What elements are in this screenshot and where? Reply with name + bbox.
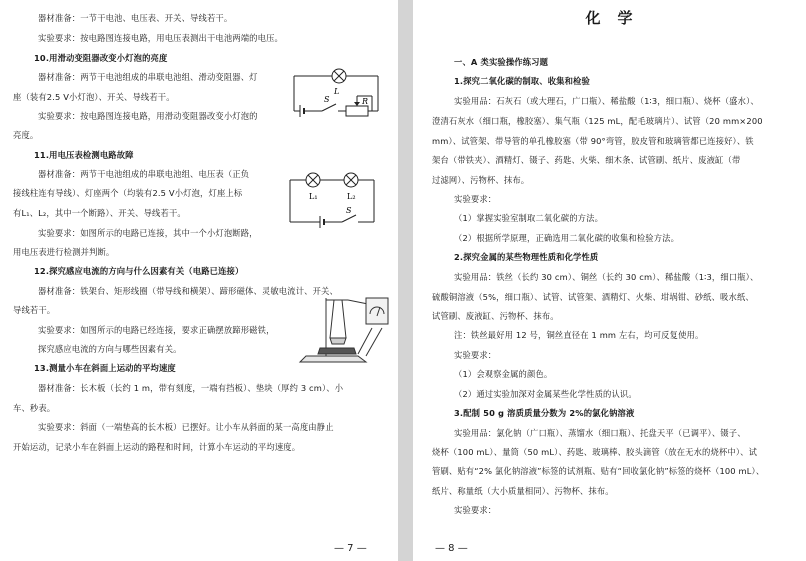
requirement-text: 实验要求：按电路图连接电路，用电压表测出干电池两端的电压。 xyxy=(38,33,283,43)
question-2-requirement: （2）通过实验加深对金属某些化学性质的认识。 xyxy=(454,389,637,399)
two-lamp-circuit-diagram xyxy=(284,170,380,232)
section-11-text: 有L₁、L₂，其中一个断路）、开关、导线若干。 xyxy=(13,208,186,218)
section-13-text: 器材准备：长木板（长约 1 m，带有刻度，一端有挡板）、垫块（厚约 3 cm）、小 xyxy=(38,383,344,393)
section-12-text: 导线若干。 xyxy=(13,305,56,315)
switch-label: S xyxy=(324,95,330,104)
question-1-text: 实验用品：石灰石（或大理石，广口瓶）、稀盐酸（1∶3，细口瓶）、烧杯（盛水）、 xyxy=(454,96,759,106)
section-12-text: 实验要求：如图所示的电路已经连接，要求正确摆放蹄形磁铁， xyxy=(38,325,275,335)
equipment-text: 器材准备：一节干电池、电压表、开关、导线若干。 xyxy=(38,13,233,23)
lamp-l2-label: L₂ xyxy=(347,192,356,201)
page-title: 化 学 xyxy=(585,9,634,27)
section-12-text: 探究感应电流的方向与哪些因素有关。 xyxy=(38,344,182,354)
section-13-title: 13.测量小车在斜面上运动的平均速度 xyxy=(34,363,176,373)
question-1-text: 过滤网）、污物杯、抹布。 xyxy=(432,175,530,185)
section-13-text: 实验要求：斜面（一端垫高的长木板）已摆好。让小车从斜面的某一高度由静止 xyxy=(38,422,334,432)
question-3-text: 管刷、贴有“2% 氯化钠溶液”标签的试剂瓶、贴有“回收氯化钠”标签的烧杯（100 mL）、 xyxy=(432,466,765,476)
question-2-requirement: 实验要求： xyxy=(454,350,497,360)
page-number: — 8 — xyxy=(435,543,468,554)
section-a-heading: 一、A 类实验操作练习题 xyxy=(454,57,549,67)
section-12-text: 器材准备：铁架台、矩形线圈（带导线和横架）、蹄形磁体、灵敏电流计、开关、 xyxy=(38,286,338,296)
lamp-l1-label: L₁ xyxy=(309,192,318,201)
induction-apparatus-illustration xyxy=(296,290,392,366)
question-1-title: 1.探究二氧化碳的制取、收集和检验 xyxy=(454,76,590,86)
section-11-text: 接线柱连有导线）、灯座两个（均装有2.5 V小灯泡，灯座上标 xyxy=(13,188,243,198)
rheostat-label: R xyxy=(362,97,369,106)
question-3-text: 纸片、称量纸（大小质量相同）、污物杯、抹布。 xyxy=(432,486,614,496)
page-number: — 7 — xyxy=(334,543,367,554)
section-11-title: 11.用电压表检测电路故障 xyxy=(34,150,134,160)
section-12-title: 12.探究感应电流的方向与什么因素有关（电路已连接） xyxy=(34,266,244,276)
section-13-text: 开始运动，记录小车在斜面上运动的路程和时间，计算小车运动的平均速度。 xyxy=(13,442,301,452)
question-1-requirement: （2）根据所学原理，正确选用二氧化碳的收集和检验方法。 xyxy=(454,233,680,243)
left-page xyxy=(0,0,398,561)
section-10-title: 10.用滑动变阻器改变小灯泡的亮度 xyxy=(34,53,168,63)
question-1-text: 澄清石灰水（细口瓶，橡胶塞）、集气瓶（125 mL，配毛玻璃片）、试管（20 mm×200 xyxy=(432,116,763,126)
section-11-text: 器材准备：两节干电池组成的串联电池组、电压表（正负 xyxy=(38,169,250,179)
switch-label: S xyxy=(346,206,352,215)
lamp-label: L xyxy=(334,87,340,96)
question-1-text: mm）、试管架、带导管的单孔橡胶塞（带 90°弯管，胶皮管和玻璃管都已连接好）、铁 xyxy=(432,136,754,146)
section-10-text: 座（装有2.5 V小灯泡）、开关、导线若干。 xyxy=(13,92,175,102)
question-1-text: 架台（带铁夹）、酒精灯、镊子、药匙、火柴、细木条、试管刷、纸片、废液缸（带 xyxy=(432,155,741,165)
question-3-title: 3.配制 50 g 溶质质量分数为 2%的氯化钠溶液 xyxy=(454,408,635,418)
question-2-title: 2.探究金属的某些物理性质和化学性质 xyxy=(454,252,599,262)
section-11-text: 用电压表进行检测并判断。 xyxy=(13,247,115,257)
question-3-requirement: 实验要求： xyxy=(454,505,497,515)
section-13-text: 车、秒表。 xyxy=(13,403,56,413)
section-10-text: 器材准备：两节干电池组成的串联电池组、滑动变阻器、灯 xyxy=(38,72,258,82)
question-1-requirement: 实验要求： xyxy=(454,194,497,204)
question-2-note: 注：铁丝最好用 12 号，铜丝直径在 1 mm 左右，均可反复使用。 xyxy=(454,330,704,340)
slide-rheostat-circuit-diagram xyxy=(288,62,384,124)
right-page xyxy=(413,0,806,561)
section-11-text: 实验要求：如图所示的电路已连接，其中一个小灯泡断路， xyxy=(38,228,258,238)
question-3-text: 实验用品：氯化钠（广口瓶）、蒸馏水（细口瓶）、托盘天平（已调平）、镊子、 xyxy=(454,428,746,438)
question-2-text: 硫酸铜溶液（5%，细口瓶）、试管、试管架、酒精灯、火柴、坩埚钳、砂纸、吸水纸、 xyxy=(432,292,754,302)
section-10-text: 实验要求：按电路图连接电路，用滑动变阻器改变小灯泡的 xyxy=(38,111,258,121)
question-2-requirement: （1）会观察金属的颜色。 xyxy=(454,369,553,379)
question-3-text: 烧杯（100 mL）、量筒（50 mL）、药匙、玻璃棒、胶头滴管（放在无水的烧杯中）、试 xyxy=(432,447,758,457)
question-2-text: 试管刷、废液缸、污物杯、抹布。 xyxy=(432,311,559,321)
question-1-requirement: （1）掌握实验室制取二氧化碳的方法。 xyxy=(454,213,604,223)
section-10-text: 亮度。 xyxy=(13,130,39,140)
question-2-text: 实验用品：铁丝（长约 30 cm）、铜丝（长约 30 cm）、稀盐酸（1∶3，细口瓶）、 xyxy=(454,272,759,282)
